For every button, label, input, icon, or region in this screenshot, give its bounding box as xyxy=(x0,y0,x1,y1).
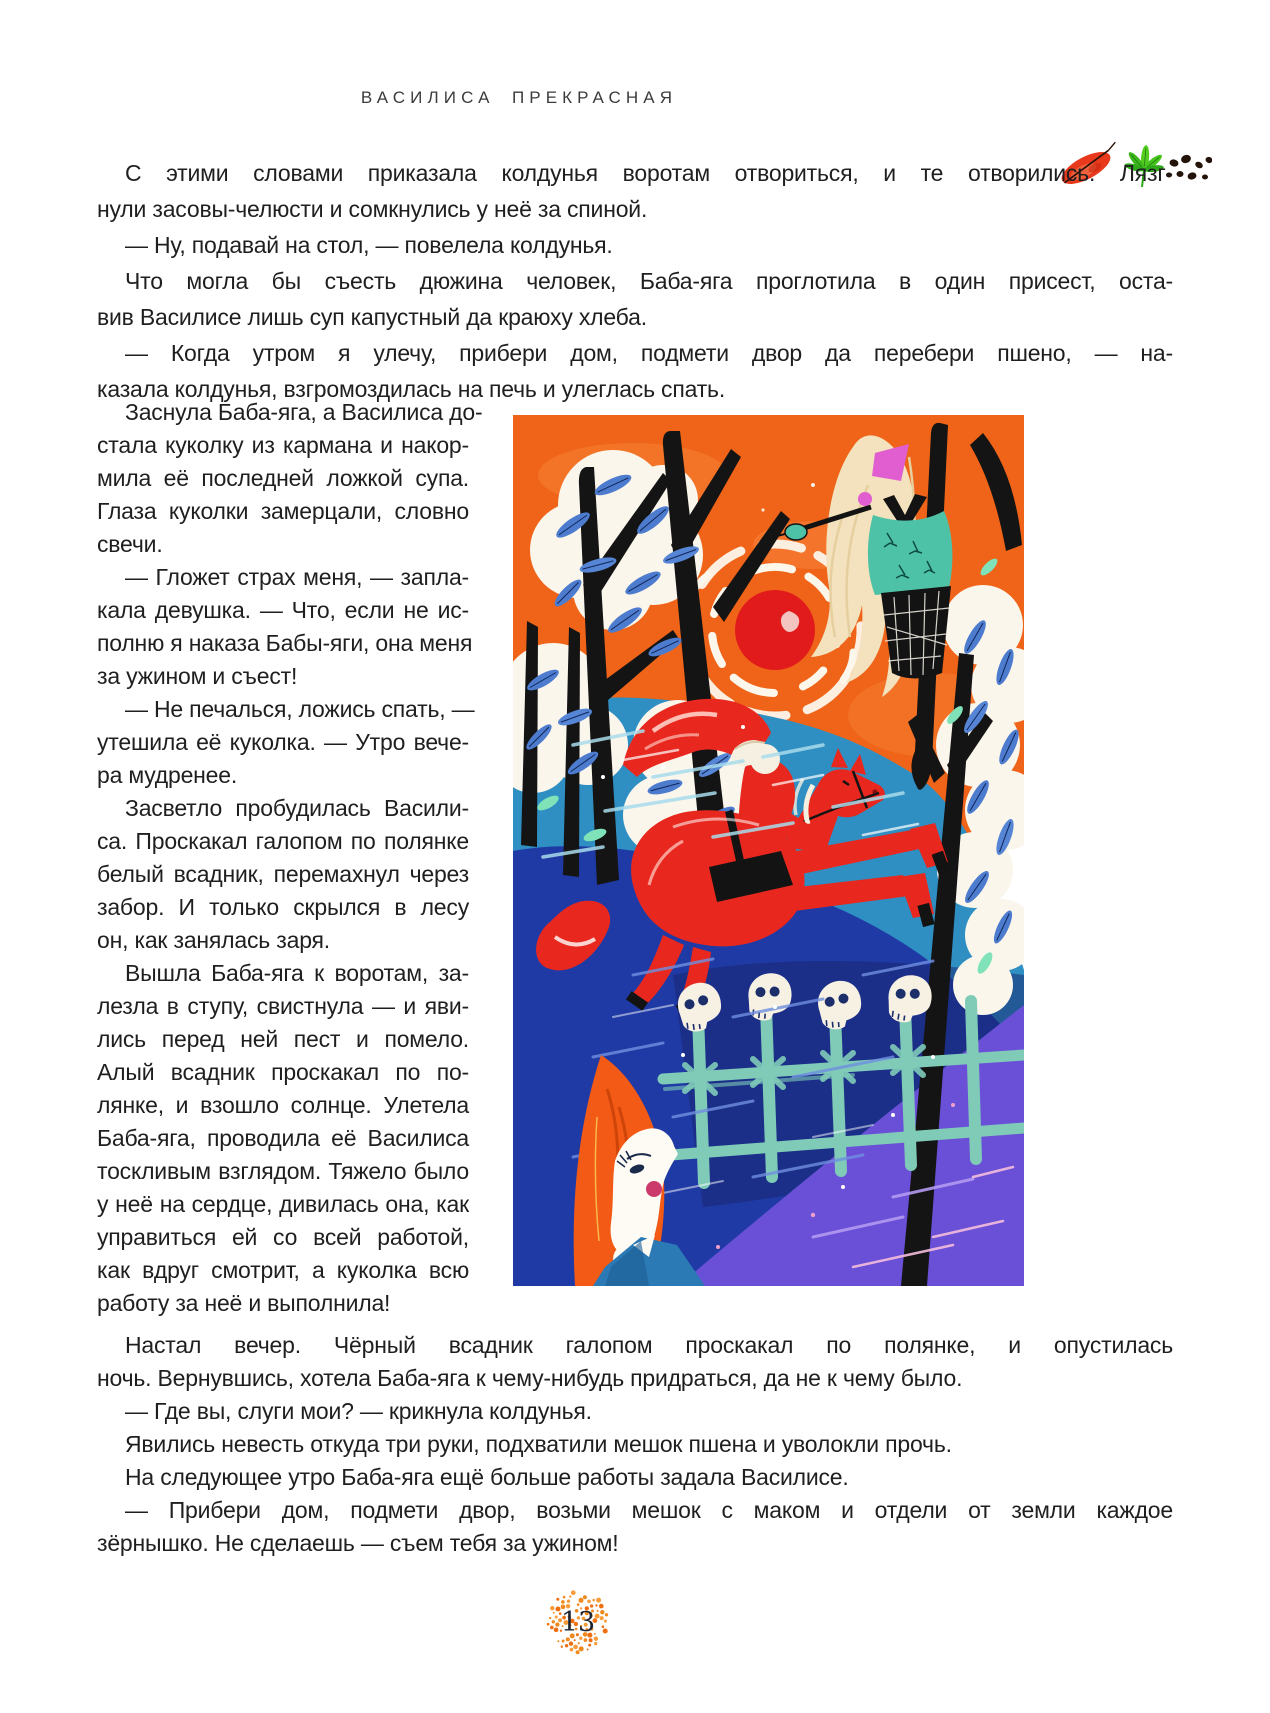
paragraph xyxy=(97,1329,1173,1395)
text-line: Баба-яга, проводила её Василиса xyxy=(97,1125,469,1151)
text-line: забор. И только скрылся в лесу xyxy=(97,894,469,920)
page-title: ВАСИЛИСА ПРЕКРАСНАЯ xyxy=(360,88,678,107)
text-line: кала девушка. — Что, если не ис- xyxy=(97,597,469,623)
paragraph xyxy=(97,1494,1173,1560)
mortar xyxy=(881,586,951,679)
text-line: — Когда утром я улечу, прибери дом, подмети двор да перебери пшено, — на- xyxy=(125,340,1173,366)
text-line: Настал вечер. Чёрный всадник галопом проскакал по полянке, и опустилась xyxy=(125,1332,1173,1358)
text-line: Алый всадник проскакал по по- xyxy=(97,1059,469,1085)
paragraph xyxy=(97,1428,1173,1461)
text-line: он, как занялась заря. xyxy=(97,927,330,953)
text-line: — Не печалься, ложись спать, — xyxy=(125,696,475,722)
text-line: лезла в ступу, свистнула — и яви- xyxy=(97,993,469,1019)
paragraph xyxy=(97,957,469,1320)
paragraph xyxy=(97,155,1173,227)
text-line: — Гложет страх меня, — запла- xyxy=(125,564,469,590)
text-line: На следующее утро Баба-яга ещё больше работы задала Василисе. xyxy=(125,1464,849,1490)
text-line: работу за неё и выполнила! xyxy=(97,1290,391,1316)
text-line: — Ну, подавай на стол, — повелела колдунья. xyxy=(125,232,613,258)
text-line: стала куколку из кармана и накор- xyxy=(97,432,469,458)
text-line: — Где вы, слуги мои? — крикнула колдунья. xyxy=(125,1398,592,1424)
text-line: как вдруг смотрит, а куколка всю xyxy=(97,1257,469,1283)
paragraph xyxy=(97,693,475,792)
text-line: за ужином и съест! xyxy=(97,663,298,689)
text-line: управиться ей со всей работой, xyxy=(97,1224,469,1250)
paragraph xyxy=(97,263,1173,335)
text-line: Глаза куколки замерцали, словно xyxy=(97,498,469,524)
text-line: мила её последней ложкой супа. xyxy=(97,465,469,491)
text-line: у неё на сердце, дивилась она, как xyxy=(97,1191,469,1217)
paragraph xyxy=(97,227,1173,263)
text-line: тоскливым взглядом. Тяжело было xyxy=(97,1158,469,1184)
text-line: С этими словами приказала колдунья воротам отвориться, и те отворились. Лязг- xyxy=(125,160,1173,186)
text-line: полню я наказа Бабы-яги, она меня xyxy=(97,630,473,656)
text-line: белый всадник, перемахнул через xyxy=(97,861,469,887)
text-line: нули засовы-челюсти и сомкнулись у неё за спиной. xyxy=(97,196,648,222)
text-line: — Прибери дом, подмети двор, возьми мешок с маком и отдели от земли каждое xyxy=(125,1497,1173,1523)
text-line: зёрнышко. Не сделаешь — съем тебя за ужином! xyxy=(97,1530,619,1556)
paragraph xyxy=(97,396,483,561)
text-line: Что могла бы съесть дюжина человек, Баба-яга проглотила в один присест, оста- xyxy=(125,268,1173,294)
text-line: Явились невесть откуда три руки, подхватили мешок пшена и уволокли прочь. xyxy=(125,1431,952,1457)
paragraph xyxy=(97,792,469,957)
text-line: казала колдунья, взгромоздилась на печь и улеглась спать. xyxy=(97,376,726,402)
text-line: Заснула Баба-яга, а Василиса до- xyxy=(125,399,483,425)
text-line: лянке, и взошло солнце. Улетела xyxy=(97,1092,469,1118)
text-line: ночь. Вернувшись, хотела Баба-яга к чему-нибудь придраться, да не к чему было. xyxy=(97,1365,963,1391)
text-line: Засветло пробудилась Васили- xyxy=(125,795,469,821)
text-line: утешила её куколка. — Утро вече- xyxy=(97,729,469,755)
column-paragraphs xyxy=(97,396,483,1320)
text-line: са. Проскакал галопом по полянке xyxy=(97,828,469,854)
text-line: вив Василисе лишь суп капустный да краюху хлеба. xyxy=(97,304,647,330)
paragraph xyxy=(97,561,473,693)
closing-paragraphs xyxy=(97,1329,1173,1560)
text-line: Вышла Баба-яга к воротам, за- xyxy=(125,960,469,986)
page-number-text: 13 xyxy=(560,1606,596,1638)
paragraph xyxy=(97,1461,1173,1494)
skull-fence xyxy=(663,971,1024,1183)
intro-paragraphs xyxy=(97,155,1173,407)
page-number xyxy=(545,1589,611,1655)
text-line: свечи. xyxy=(97,531,163,557)
story-illustration xyxy=(513,415,1024,1286)
text-line: лись перед ней пест и помело. xyxy=(97,1026,469,1052)
paragraph xyxy=(97,1395,1173,1428)
text-line: ра мудренее. xyxy=(97,762,238,788)
